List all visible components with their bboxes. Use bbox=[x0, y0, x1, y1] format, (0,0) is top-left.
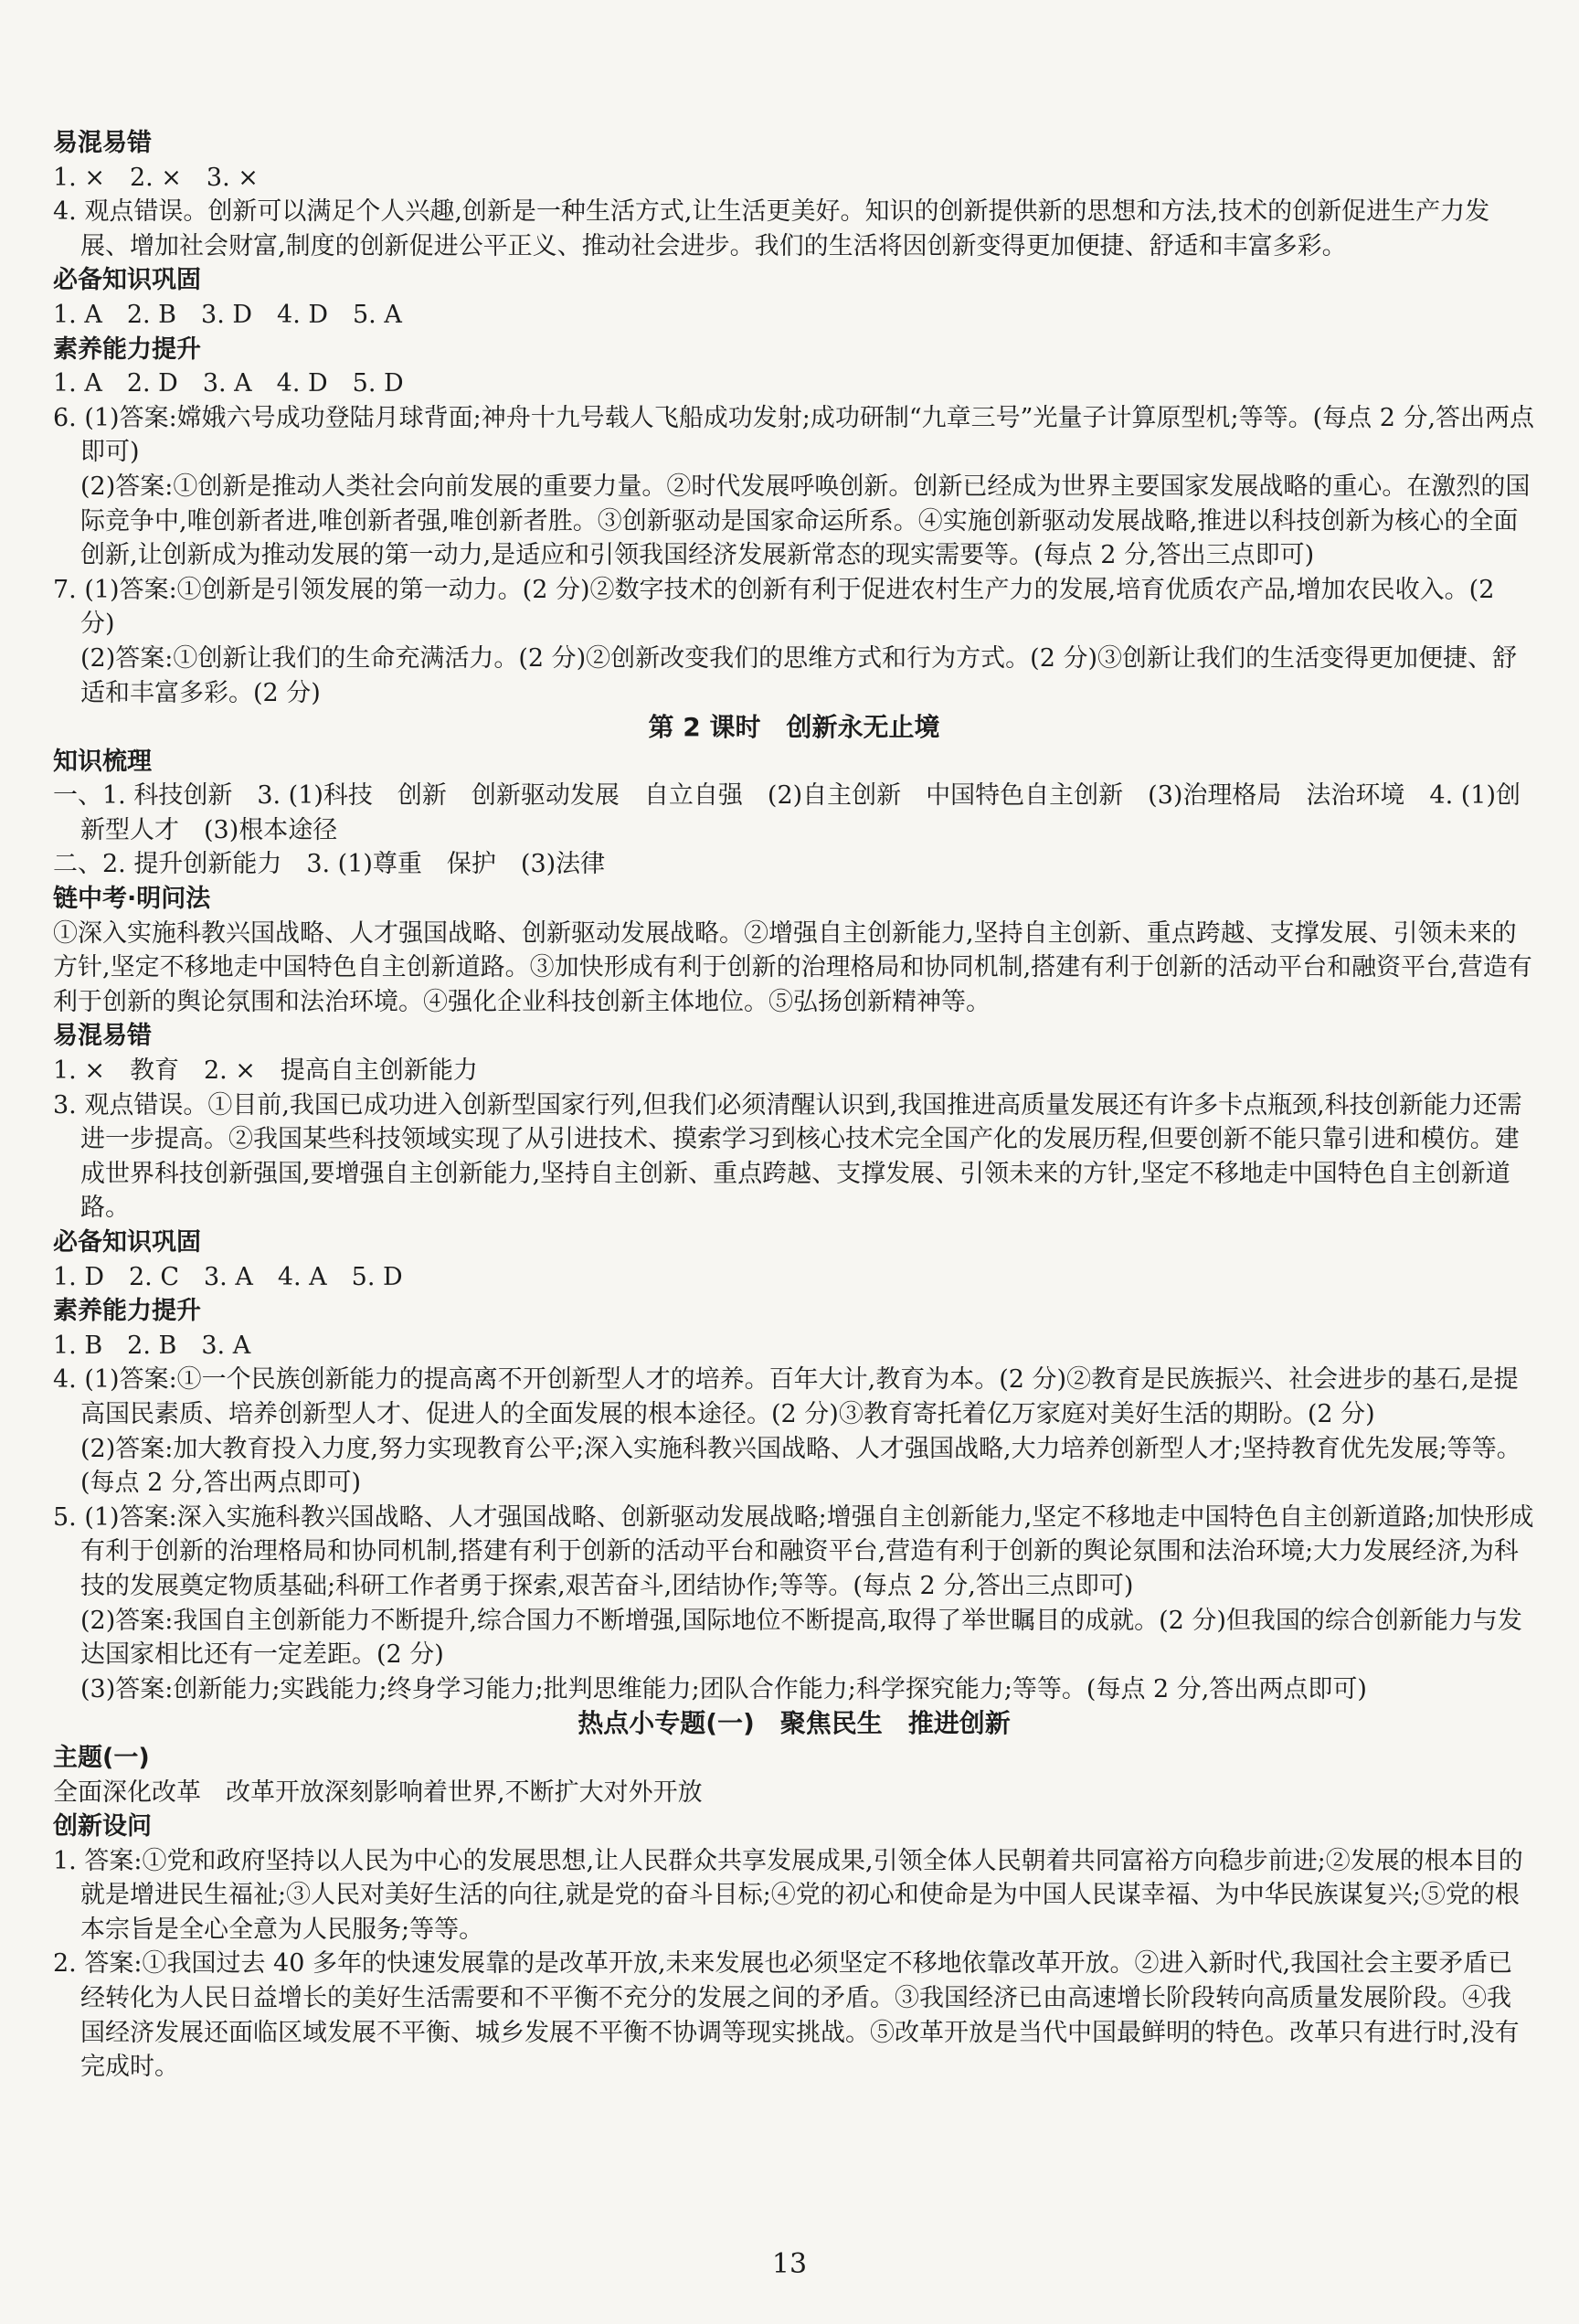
answer-text: 6. (1)答案:嫦娥六号成功登陆月球背面;神舟十九号载人飞船成功发射;成功研制“九章三号”光量子计算原型机;等等。(每点 2 分,答出两点即可) bbox=[53, 403, 1535, 467]
lesson-title: 热点小专题(一) 聚焦民生 推进创新 bbox=[578, 1708, 1011, 1739]
answer-text: ①深入实施科教兴国战略、人才强国战略、创新驱动发展战略。②增强自主创新能力,坚持自主创新、重点跨越、支撑发展、引领未来的方针,坚定不移地走中国特色自主创新道路。③加快形成有利于创新的治理格局和协同机制,搭建有利于创新的活动平台和融资平台,营造有利于创新的舆论氛围和法治环境。④强化企业科技创新主体地位。⑤弘扬创新精神等。 bbox=[53, 918, 1532, 1016]
page-number: 13 bbox=[771, 2248, 808, 2280]
answer-text: 7. (1)答案:①创新是引领发展的第一动力。(2 分)②数字技术的创新有利于促进农村生产力的发展,培育优质农产品,增加农民收入。(2 分) bbox=[53, 575, 1495, 639]
section-heading: 素养能力提升 bbox=[53, 1297, 201, 1326]
section-heading: 链中考·明问法 bbox=[53, 885, 211, 914]
answer-text: (3)答案:创新能力;实践能力;终身学习能力;批判思维能力;团队合作能力;科学探究能力;等等。(每点 2 分,答出两点即可) bbox=[80, 1674, 1367, 1703]
page-content bbox=[53, 126, 1535, 2085]
lesson-title: 第 2 课时 创新永无止境 bbox=[648, 712, 940, 743]
answer-text: 1. B 2. B 3. A bbox=[53, 1331, 251, 1360]
answer-text: 一、1. 科技创新 3. (1)科技 创新 创新驱动发展 自立自强 (2)自主创新 中国特色自主创新 (3)治理格局 法治环境 4. (1)创新型人才 (3)根本途径 bbox=[53, 781, 1521, 844]
section-heading: 创新设问 bbox=[53, 1812, 152, 1841]
answer-text: 二、2. 提升创新能力 3. (1)尊重 保护 (3)法律 bbox=[53, 850, 606, 879]
answer-text: 1. A 2. D 3. A 4. D 5. D bbox=[53, 369, 404, 398]
answer-text: (2)答案:①创新是推动人类社会向前发展的重要力量。②时代发展呼唤创新。创新已经成为世界主要国家发展战略的重心。在激烈的国际竞争中,唯创新者进,唯创新者强,唯创新者胜。③创新驱动是国家命运所系。④实施创新驱动发展战略,推进以科技创新为核心的全面创新,让创新成为推动发展的第一动力,是适应和引领我国经济发展新常态的现实需要等。(每点 2 分,答出三点即可) bbox=[80, 472, 1531, 570]
answer-text: 1. A 2. B 3. D 4. D 5. A bbox=[53, 300, 402, 329]
section-heading: 知识梳理 bbox=[53, 747, 152, 776]
answer-text: 1. 答案:①党和政府坚持以人民为中心的发展思想,让人民群众共享发展成果,引领全体人民朝着共同富裕方向稳步前进;②发展的根本目的就是增进民生福祉;③人民对美好生活的向往,就是党的奋斗目标;④党的初心和使命是为中国人民谋幸福、为中华民族谋复兴;⑤党的根本宗旨是全心全意为人民服务;等等。 bbox=[53, 1846, 1523, 1944]
answer-text: 1. × 教育 2. × 提高自主创新能力 bbox=[53, 1056, 478, 1086]
answer-text: 4. (1)答案:①一个民族创新能力的提高离不开创新型人才的培养。百年大计,教育为本。(2 分)②教育是民族振兴、社会进步的基石,是提高国民素质、培养创新型人才、促进人的全面发展的根本途径。(2 分)③教育寄托着亿万家庭对美好生活的期盼。(2 分) bbox=[53, 1365, 1519, 1428]
answer-text: 3. 观点错误。①目前,我国已成功进入创新型国家行列,但我们必须清醒认识到,我国推进高质量发展还有许多卡点瓶颈,科技创新能力还需进一步提高。②我国某些科技领域实现了从引进技术、摸索学习到核心技术完全国产化的发展历程,但要创新不能只靠引进和模仿。建成世界科技创新强国,要增强自主创新能力,坚持自主创新、重点跨越、支撑发展、引领未来的方针,坚定不移地走中国特色自主创新道路。 bbox=[53, 1090, 1522, 1223]
section-heading: 易混易错 bbox=[53, 129, 152, 157]
answer-text: (2)答案:加大教育投入力度,努力实现教育公平;深入实施科教兴国战略、人才强国战略,大力培养创新型人才;坚持教育优先发展;等等。(每点 2 分,答出两点即可) bbox=[80, 1434, 1521, 1498]
answer-text: (2)答案:①创新让我们的生命充满活力。(2 分)②创新改变我们的思维方式和行为方式。(2 分)③创新让我们的生活变得更加便捷、舒适和丰富多彩。(2 分) bbox=[80, 643, 1517, 707]
answer-text: 5. (1)答案:深入实施科教兴国战略、人才强国战略、创新驱动发展战略;增强自主创新能力,坚定不移地走中国特色自主创新道路;加快形成有利于创新的治理格局和协同机制,搭建有利于创新的活动平台和融资平台,营造有利于创新的舆论氛围和法治环境;大力发展经济,为科技的发展奠定物质基础;科研工作者勇于探索,艰苦奋斗,团结协作;等等。(每点 2 分,答出三点即可) bbox=[53, 1502, 1534, 1600]
answer-text: 1. × 2. × 3. × bbox=[53, 163, 259, 192]
answer-text: (2)答案:我国自主创新能力不断提升,综合国力不断增强,国际地位不断提高,取得了举世瞩目的成就。(2 分)但我国的综合创新能力与发达国家相比还有一定差距。(2 分) bbox=[80, 1606, 1522, 1670]
section-heading: 易混易错 bbox=[53, 1022, 152, 1051]
section-heading: 必备知识巩固 bbox=[53, 1228, 201, 1257]
answer-text: 全面深化改革 改革开放深刻影响着世界,不断扩大对外开放 bbox=[53, 1777, 703, 1807]
section-heading: 素养能力提升 bbox=[53, 334, 201, 364]
section-heading: 必备知识巩固 bbox=[53, 266, 201, 295]
answer-text: 4. 观点错误。创新可以满足个人兴趣,创新是一种生活方式,让生活更美好。知识的创新提供新的思想和方法,技术的创新促进生产力发展、增加社会财富,制度的创新促进公平正义、推动社会进步。我们的生活将因创新变得更加便捷、舒适和丰富多彩。 bbox=[53, 197, 1490, 260]
answer-text: 2. 答案:①我国过去 40 多年的快速发展靠的是改革开放,未来发展也必须坚定不移地依靠改革开放。②进入新时代,我国社会主要矛盾已经转化为人民日益增长的美好生活需要和不平衡不充分的发展之间的矛盾。③我国经济已由高速增长阶段转向高质量发展阶段。④我国经济发展还面临区域发展不平衡、城乡发展不平衡不协调等现实挑战。⑤改革开放是当代中国最鲜明的特色。改革只有进行时,没有完成时。 bbox=[53, 1949, 1520, 2082]
section-heading: 主题(一) bbox=[53, 1743, 150, 1772]
answer-text: 1. D 2. C 3. A 4. A 5. D bbox=[53, 1262, 403, 1291]
